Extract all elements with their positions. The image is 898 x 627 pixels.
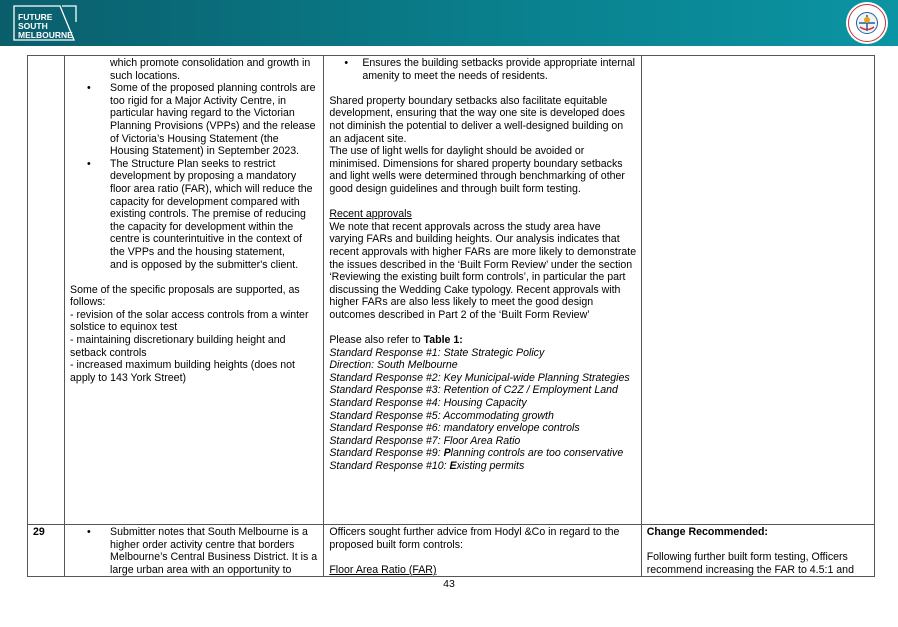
supported-intro: Some of the specific proposals are supported, as follows: [70, 283, 300, 309]
standard-response-item: Standard Response #4: Housing Capacity [329, 397, 527, 410]
standard-response-item: Standard Response #10: Existing permits [329, 460, 525, 472]
recent-approvals-text: We note that recent approvals across the study area have varying FARs and building heights. Our analysis indicates that recent approvals with higher FARs are more likely to demonstrate the issues described in the ‘Built Form Review’ under the section ‘Reviewing the existing built form controls’, in particular the part discussing the Wedding Cake typology. Recent approvals with higher FARs are also less likely to meet the good design outcomes described in Part 2 of the ‘Built Form Review’ [329, 220, 637, 321]
response-cell [324, 56, 641, 525]
recent-approvals-heading: Recent approvals [329, 208, 412, 221]
standard-response-item: Direction: South Melbourne [329, 359, 458, 372]
submission-cell [65, 56, 324, 525]
bullet-icon: • [87, 526, 91, 538]
row-number-cell [28, 525, 65, 577]
future-south-melbourne-logo [12, 4, 78, 44]
table-row [28, 56, 875, 525]
standard-response-item: Standard Response #2: Key Municipal-wide Planning Strategies [329, 371, 630, 384]
row-number-cell [28, 56, 65, 525]
outcome-text: Following further built form testing, Officers recommend increasing the FAR to 4.5:1 and [646, 551, 854, 576]
table-row [28, 525, 875, 577]
supported-item: - maintaining discretionary building height and setback controls [70, 334, 286, 359]
list-item: • Submitter notes that South Melbourne is a higher order activity centre that borders Melbourne’s Central Business District. It is a large urban area with an opportunity to [87, 526, 318, 576]
city-of-port-phillip-seal [845, 1, 889, 45]
list-item: • Ensures the building setbacks provide appropriate internal amenity to meet the needs of residents. [344, 57, 635, 82]
submissions-table [27, 55, 875, 577]
bullet-icon: • [87, 157, 91, 170]
refer-text: Please also refer to Table 1: [329, 334, 463, 347]
far-heading: Floor Area Ratio (FAR) [329, 563, 437, 576]
logo-line-3: MELBOURNE [18, 30, 73, 40]
standard-response-item: Standard Response #3: Retention of C2Z / Employment Land [329, 384, 618, 397]
response-paragraph: The use of light wells for daylight should be avoided or minimised. Dimensions for shared property boundary setbacks and light wells were determined through benchmarking of other good design guidelines and through built form testing. [329, 145, 625, 195]
list-item: • Some of the proposed planning controls are too rigid for a Major Activity Centre, in particular having regard to the Victorian Planning Provisions (VPPs) and the release of Victoria’s Housing Statement (the Housing Statement) in September 2023. [87, 82, 316, 158]
page-number: 43 [443, 578, 455, 590]
supported-item: - increased maximum building heights (does not apply to 143 York Street) [70, 359, 295, 384]
standard-response-item: Standard Response #1: State Strategic Policy [329, 346, 545, 359]
list-item: • The Structure Plan seeks to restrict development by proposing a mandatory floor area ratio (FAR), which will reduce the capacity for development compared with existing controls. The premise of reducing the capacity for development within the centre is counterintuitive in the context of the VPPs and the housing statement, [87, 157, 313, 258]
response-paragraph: Officers sought further advice from Hodyl &Co in regard to the proposed built form controls: [329, 526, 620, 551]
submission-continued-text: which promote consolidation and growth in such locations. [110, 57, 311, 82]
standard-response-item: Standard Response #7: Floor Area Ratio [329, 434, 521, 447]
supported-item: - revision of the solar access controls from a winter solstice to equinox test [70, 308, 309, 334]
submission-cell [65, 525, 324, 577]
bullet-icon: • [344, 57, 349, 69]
outcome-cell [641, 56, 874, 525]
outcome-cell [641, 525, 874, 577]
response-cell [324, 525, 641, 577]
standard-response-item: Standard Response #6: mandatory envelope controls [329, 422, 580, 435]
standard-response-item: Standard Response #5: Accommodating growth [329, 409, 554, 422]
bullet-icon: • [87, 82, 91, 95]
logo-line-2: SOUTH [18, 21, 48, 31]
standard-response-item: Standard Response #9: Planning controls are too conservative [329, 447, 624, 460]
row-number: 29 [33, 526, 45, 538]
logo-line-1: FUTURE [18, 12, 53, 22]
page-header [0, 0, 898, 46]
response-paragraph: Shared property boundary setbacks also facilitate equitable development, ensuring that the way one site is developed does not diminish the potential to deliver a well-designed building on an adjacent site. [329, 94, 625, 145]
change-recommended-heading: Change Recommended: [646, 526, 768, 538]
submission-bullet-tail: and is opposed by the submitter's client. [110, 258, 299, 271]
